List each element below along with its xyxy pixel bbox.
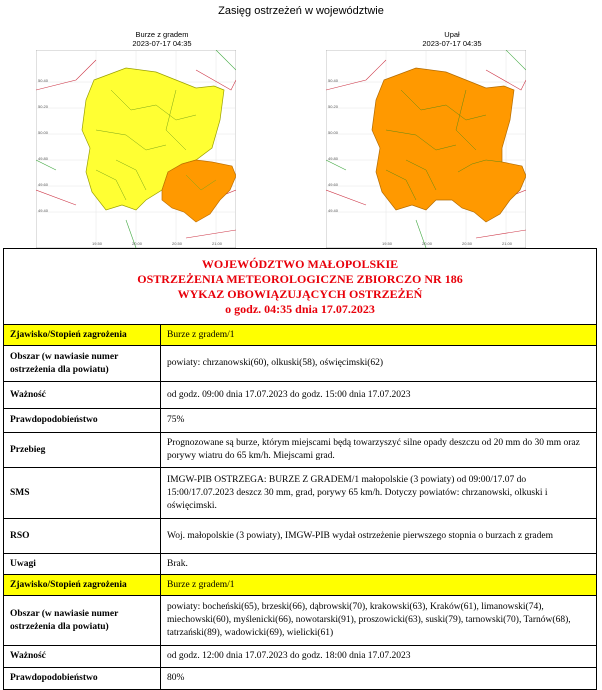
map-storms bbox=[36, 50, 236, 248]
row-label: Zjawisko/Stopień zagrożenia bbox=[4, 575, 161, 596]
row-value: Burze z gradem/1 bbox=[161, 575, 597, 596]
table-row bbox=[4, 596, 597, 646]
map-storms-caption bbox=[62, 30, 262, 48]
x-tick: 20.50 bbox=[462, 241, 473, 246]
y-tick: 50.40 bbox=[38, 78, 49, 83]
warning-header bbox=[3, 248, 597, 324]
header-voivodeship: WOJEWÓDZTWO MAŁOPOLSKIE bbox=[201, 257, 399, 271]
row-value: 75% bbox=[161, 409, 597, 433]
map-heat-caption bbox=[352, 30, 552, 48]
page-title: Zasięg ostrzeżeń w województwie bbox=[218, 5, 384, 17]
x-tick: 20.00 bbox=[422, 241, 433, 246]
y-tick: 50.40 bbox=[328, 78, 339, 83]
y-tick: 50.20 bbox=[38, 104, 49, 109]
y-tick: 49.80 bbox=[328, 156, 339, 161]
table-row bbox=[4, 575, 597, 596]
region-orange bbox=[372, 68, 526, 222]
table-row bbox=[4, 325, 597, 346]
x-tick: 19.50 bbox=[92, 241, 103, 246]
row-label: SMS bbox=[4, 468, 161, 519]
table-row bbox=[4, 646, 597, 668]
row-value: 80% bbox=[161, 668, 597, 690]
row-label: Uwagi bbox=[4, 554, 161, 575]
table-row bbox=[4, 554, 597, 575]
warnings-table bbox=[3, 324, 597, 690]
header-issue-time: o godz. 04:35 dnia 17.07.2023 bbox=[225, 302, 375, 316]
row-label: Zjawisko/Stopień zagrożenia bbox=[4, 325, 161, 346]
x-tick: 21.00 bbox=[212, 241, 223, 246]
row-value: powiaty: bocheński(65), brzeski(66), dąbrowski(70), krakowski(63), Kraków(61), limanowski(74), miechowski(60), myślenicki(66), nowotarski(91), proszowicki(63), suski(79), tarnowski(70), Tarnów(68), tatrzański(89), wadowicki(69), wielicki(61) bbox=[161, 596, 597, 646]
map-datetime: 2023-07-17 04:35 bbox=[422, 39, 482, 48]
header-list-title: WYKAZ OBOWIĄZUJĄCYCH OSTRZEŻEŃ bbox=[177, 287, 423, 301]
table-row bbox=[4, 668, 597, 690]
y-tick: 50.20 bbox=[328, 104, 339, 109]
y-tick: 49.60 bbox=[328, 182, 339, 187]
table-row bbox=[4, 409, 597, 433]
y-tick: 49.40 bbox=[38, 208, 49, 213]
row-value: Burze z gradem/1 bbox=[161, 325, 597, 346]
row-value: Brak. bbox=[161, 554, 597, 575]
x-tick: 21.00 bbox=[502, 241, 513, 246]
table-row bbox=[4, 433, 597, 468]
row-label: Ważność bbox=[4, 382, 161, 409]
x-tick: 19.50 bbox=[382, 241, 393, 246]
row-label: Obszar (w nawiasie numer ostrzeżenia dla powiatu) bbox=[4, 596, 161, 646]
row-label: RSO bbox=[4, 519, 161, 554]
y-tick: 49.80 bbox=[38, 156, 49, 161]
y-tick: 50.00 bbox=[328, 130, 339, 135]
x-tick: 20.00 bbox=[132, 241, 143, 246]
row-value: Prognozowane są burze, którym miejscami będą towarzyszyć silne opady deszczu od 20 mm do 30 mm oraz porywy wiatru do 65 km/h. Miejscami grad. bbox=[161, 433, 597, 468]
row-value: od godz. 12:00 dnia 17.07.2023 do godz. 18:00 dnia 17.07.2023 bbox=[161, 646, 597, 668]
map-title: Burze z gradem bbox=[135, 30, 189, 39]
table-row bbox=[4, 468, 597, 519]
row-value: od godz. 09:00 dnia 17.07.2023 do godz. 15:00 dnia 17.07.2023 bbox=[161, 382, 597, 409]
map-datetime: 2023-07-17 04:35 bbox=[132, 39, 192, 48]
y-tick: 49.60 bbox=[38, 182, 49, 187]
map-title: Upał bbox=[444, 30, 460, 39]
header-bulletin: OSTRZEŻENIA METEOROLOGICZNE ZBIORCZO NR 186 bbox=[137, 272, 463, 286]
row-value: powiaty: chrzanowski(60), olkuski(58), oświęcimski(62) bbox=[161, 346, 597, 382]
row-value: IMGW-PIB OSTRZEGA: BURZE Z GRADEM/1 małopolskie (3 powiaty) od 09:00/17.07 do 15:00/17.07.2023 deszcz 30 mm, grad, porywy 65 km/h. Dotyczy powiatów: chrzanowski, olkuski i oświęcimski. bbox=[161, 468, 597, 519]
table-row bbox=[4, 382, 597, 409]
row-label: Ważność bbox=[4, 646, 161, 668]
row-label: Prawdopodobieństwo bbox=[4, 668, 161, 690]
row-label: Przebieg bbox=[4, 433, 161, 468]
table-row bbox=[4, 346, 597, 382]
y-tick: 50.00 bbox=[38, 130, 49, 135]
map-heat bbox=[326, 50, 526, 248]
x-tick: 20.50 bbox=[172, 241, 183, 246]
row-label: Prawdopodobieństwo bbox=[4, 409, 161, 433]
row-label: Obszar (w nawiasie numer ostrzeżenia dla powiatu) bbox=[4, 346, 161, 382]
row-value: Woj. małopolskie (3 powiaty), IMGW-PIB wydał ostrzeżenie pierwszego stopnia o burzach z gradem bbox=[161, 519, 597, 554]
y-tick: 49.40 bbox=[328, 208, 339, 213]
table-row bbox=[4, 519, 597, 554]
